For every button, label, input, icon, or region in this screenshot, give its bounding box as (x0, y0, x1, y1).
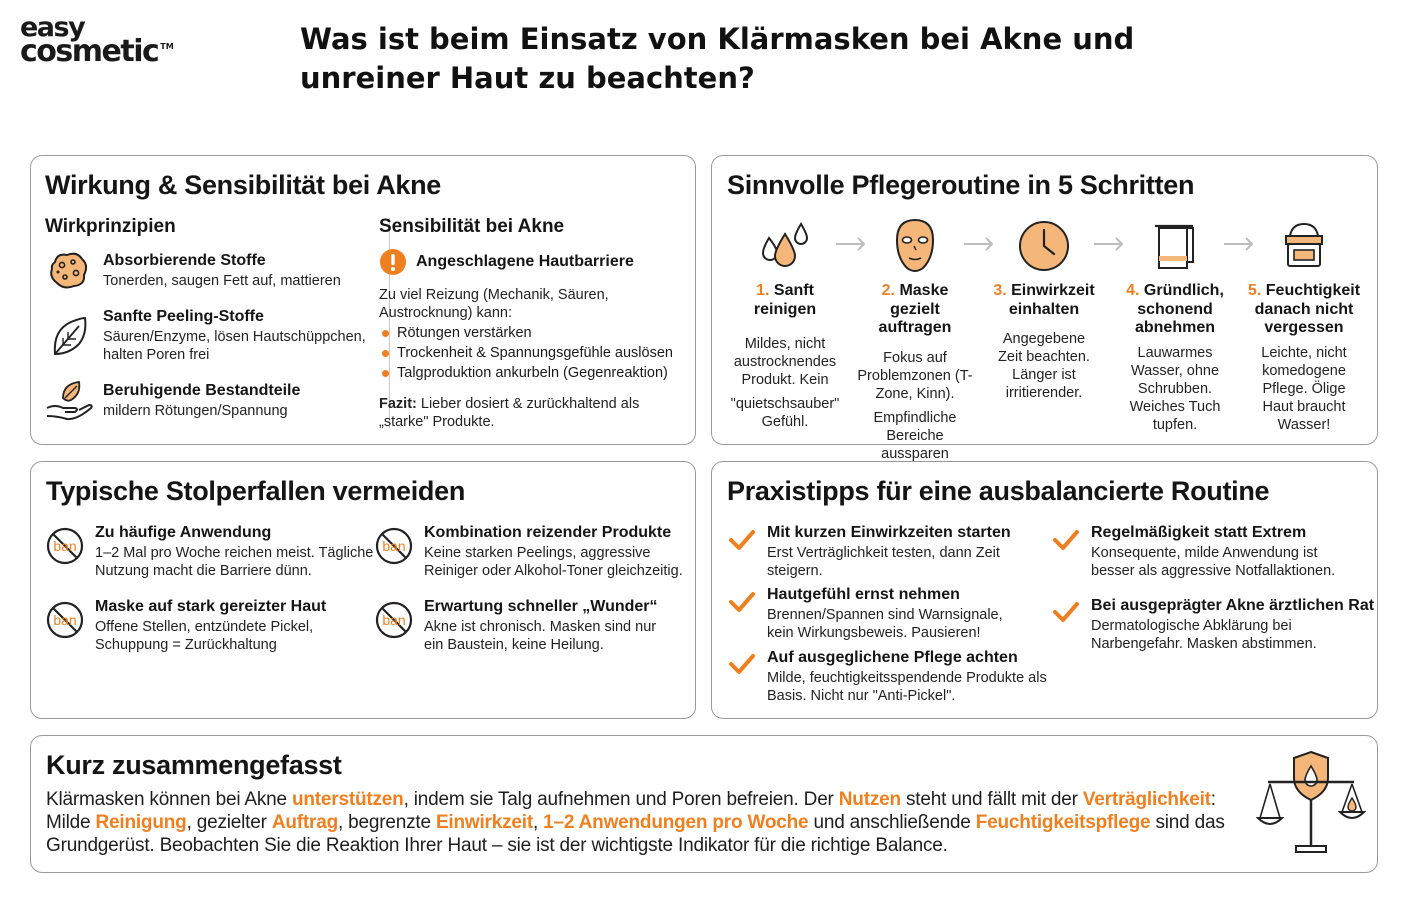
summary-highlight: Verträglichkeit (1082, 789, 1211, 810)
checkmark-icon (1052, 528, 1080, 552)
brand-logo (20, 14, 190, 74)
routine-panel (711, 155, 1378, 462)
praxis-item-title-5: Bei ausgeprägter Akne ärztlichen Rat (1091, 597, 1375, 614)
step-title (1115, 282, 1235, 338)
logo-line-2 (20, 34, 190, 69)
summary-span: Klärmasken können bei Akne (46, 789, 292, 810)
stolper-item-title-1: Zu häufige Anwendung (95, 524, 272, 541)
panel-title-wirkung: Wirkung & Sensibilität bei Akne (45, 170, 442, 200)
panel-title-stolperfallen: Typische Stolperfallen vermeiden (46, 476, 466, 506)
exclamation-icon (379, 248, 407, 276)
step-title-text: Gründlich, schonend abnehmen (1134, 282, 1224, 336)
praxis-item-desc-1: Erst Verträglichkeit testen, dann Zeit steigern. (767, 545, 1000, 579)
praxis-item-desc-3: Milde, feuchtigkeitsspendende Produkte als Basis. Nicht nur "Anti-Pickel". (767, 670, 1047, 704)
summary-text (46, 788, 1256, 857)
ban-icon (374, 526, 414, 566)
routine-step-2 (855, 216, 975, 463)
step-number: 4. (1126, 282, 1140, 299)
summary-span: : Milde (46, 789, 1216, 833)
cream-jar-icon (1274, 216, 1334, 276)
summary-highlight: Reinigung (95, 812, 187, 833)
water-drops-icon (755, 216, 815, 276)
summary-span: sind das Grundgerüst. Beobachten Sie die Reaktion Ihrer Haut – sie ist der wichtigste Indikator für die richtige Balance. (46, 812, 1225, 856)
step-number: 3. (993, 282, 1007, 299)
summary-span: , gezielter (186, 812, 272, 833)
checkmark-icon (728, 590, 756, 614)
wirk-item-desc-3: mildern Rötungen/Spannung (103, 403, 288, 419)
step-desc: Lauwarmes Wasser, ohne Schrubben. Weiches Tuch tupfen. (1129, 344, 1221, 433)
hand-leaf-icon (45, 378, 95, 422)
warning-title: Angeschlagene Hautbarriere (416, 253, 634, 270)
wirk-item-title-3: Beruhigende Bestandteile (103, 382, 301, 399)
sensibilitaet-list (379, 323, 673, 383)
summary-highlight: 1–2 Anwendungen pro Woche (543, 812, 809, 833)
routine-step-4 (1115, 216, 1235, 434)
balance-scale-icon (1256, 746, 1366, 861)
panel-title-praxistipps: Praxistipps für eine ausbalancierte Routine (727, 476, 1270, 506)
logo-trademark: TM (160, 42, 174, 51)
wirk-item-desc-1: Tonerden, saugen Fett auf, mattieren (103, 273, 341, 289)
summary-span: , indem sie Talg aufnehmen und Poren befreien. Der (403, 789, 839, 810)
face-mask-icon (885, 216, 945, 276)
towel-icon (1145, 216, 1205, 276)
stolper-item-desc-1: 1–2 Mal pro Woche reichen meist. Tägliche Nutzung macht die Barriere dünn. (95, 545, 374, 579)
checkmark-icon (1052, 600, 1080, 624)
step-title-text: Maske gezielt auftragen (878, 282, 952, 336)
wirk-item-title-1: Absorbierende Stoffe (103, 252, 266, 269)
step-title (984, 282, 1104, 319)
step-title-text: Feuchtigkeit danach nicht vergessen (1254, 282, 1361, 336)
fazit-text: Lieber dosiert & zurückhaltend als „starke" Produkte. (379, 396, 640, 430)
list-item: Trockenheit & Spannungsgefühle auslösen (379, 343, 673, 363)
sponge-icon (47, 248, 91, 292)
step-desc-2: "quietschsauber" Gefühl. (730, 396, 840, 430)
logo-line-1: easy (20, 12, 85, 43)
list-item: Rötungen verstärken (379, 323, 673, 343)
fazit-label: Fazit: (379, 396, 417, 412)
step-desc-2: Empfindliche Bereiche aussparen (873, 409, 957, 462)
panel-title-routine: Sinnvolle Pflegeroutine in 5 Schritten (727, 170, 1195, 200)
panel-title-summary: Kurz zusammengefasst (46, 750, 342, 780)
step-desc: Leichte, nicht komedogene Pflege. Ölige Haut braucht Wasser! (1261, 344, 1347, 433)
routine-step-5 (1244, 216, 1364, 434)
list-item: Talgproduktion ankurbeln (Gegenreaktion) (379, 363, 673, 383)
fazit (379, 395, 679, 431)
step-title (1244, 282, 1364, 338)
summary-span: steht und fällt mit der (900, 789, 1083, 810)
ban-icon (374, 600, 414, 640)
page-title: Was ist beim Einsatz von Klärmasken bei Akne und unreiner Haut zu beachten? (300, 22, 1135, 95)
praxis-item-title-2: Hautgefühl ernst nehmen (767, 586, 960, 603)
summary-highlight: Auftrag (271, 812, 338, 833)
stolper-item-desc-4: Akne ist chronisch. Masken sind nur ein Baustein, keine Heilung. (424, 619, 657, 653)
praxis-item-title-1: Mit kurzen Einwirkzeiten starten (767, 524, 1011, 541)
checkmark-icon (728, 528, 756, 552)
sensibilitaet-heading: Sensibilität bei Akne (379, 216, 565, 237)
praxis-item-desc-2: Brennen/Spannen sind Warnsignale, kein Wirkungsbeweis. Pausieren! (767, 607, 1003, 641)
step-desc: Mildes, nicht austrocknendes Produkt. Kein (733, 336, 837, 388)
wirk-item-title-2: Sanfte Peeling-Stoffe (103, 308, 264, 325)
praxis-item-title-4: Regelmäßigkeit statt Extrem (1091, 524, 1307, 541)
svg-text:ban: ban (382, 612, 406, 628)
step-number: 1. (756, 282, 770, 299)
praxis-item-title-3: Auf ausgeglichene Pflege achten (767, 649, 1018, 666)
routine-step-1 (725, 216, 845, 431)
stolper-item-desc-2: Keine starken Peelings, aggressive Reiniger oder Alkohol-Toner gleichzeitig. (424, 545, 683, 579)
summary-span: , (533, 812, 544, 833)
wirkprinzipien-heading: Wirkprinzipien (45, 216, 176, 237)
summary-panel (30, 735, 1378, 873)
ban-icon (45, 600, 85, 640)
svg-text:ban: ban (53, 612, 77, 628)
wirkung-panel (30, 155, 696, 445)
step-title (855, 282, 975, 338)
stolper-item-title-3: Maske auf stark gereizter Haut (95, 598, 327, 615)
praxistipps-panel (711, 461, 1378, 719)
step-title-text: Einwirkzeit einhalten (1008, 282, 1095, 318)
stolperfallen-panel (30, 461, 696, 719)
step-number: 5. (1247, 282, 1262, 299)
logo-word: cosmetic (20, 34, 159, 69)
summary-span: , begrenzte (337, 812, 436, 833)
svg-text:ban: ban (382, 538, 406, 554)
summary-highlight: Einwirkzeit (435, 812, 533, 833)
stolper-item-title-2: Kombination reizender Produkte (424, 524, 672, 541)
ban-icon (45, 526, 85, 566)
praxis-item-desc-5: Dermatologische Abklärung bei Narbengefahr. Masken abstimmen. (1091, 618, 1317, 652)
step-title (725, 282, 845, 319)
praxis-item-desc-4: Konsequente, milde Anwendung ist besser als aggressive Notfallaktionen. (1091, 545, 1336, 579)
wirk-item-desc-2: Säuren/Enzyme, lösen Hautschüppchen, halten Poren frei (103, 329, 366, 363)
leaf-icon (49, 314, 89, 358)
step-number: 2. (881, 282, 895, 299)
stolper-item-desc-3: Offene Stellen, entzündete Pickel, Schuppung = Zurückhaltung (95, 619, 314, 653)
routine-step-3 (984, 216, 1104, 402)
summary-highlight: unterstützen (291, 789, 404, 810)
summary-span: und anschließende (808, 812, 976, 833)
stolper-item-title-4: Erwartung schneller „Wunder“ (424, 598, 658, 615)
sensibilitaet-intro: Zu viel Reizung (Mechanik, Säuren, Austrocknung) kann: (379, 287, 609, 321)
summary-highlight: Nutzen (838, 789, 901, 810)
step-title-text: Sanft reinigen (753, 282, 817, 318)
clock-icon (1014, 216, 1074, 276)
checkmark-icon (728, 652, 756, 676)
summary-highlight: Feuchtigkeitspflege (975, 812, 1151, 833)
svg-text:ban: ban (53, 538, 77, 554)
step-desc: Fokus auf Problemzonen (T-Zone, Kinn). (857, 349, 973, 402)
step-desc: Angegebene Zeit beachten. Länger ist irritierender. (998, 331, 1090, 401)
